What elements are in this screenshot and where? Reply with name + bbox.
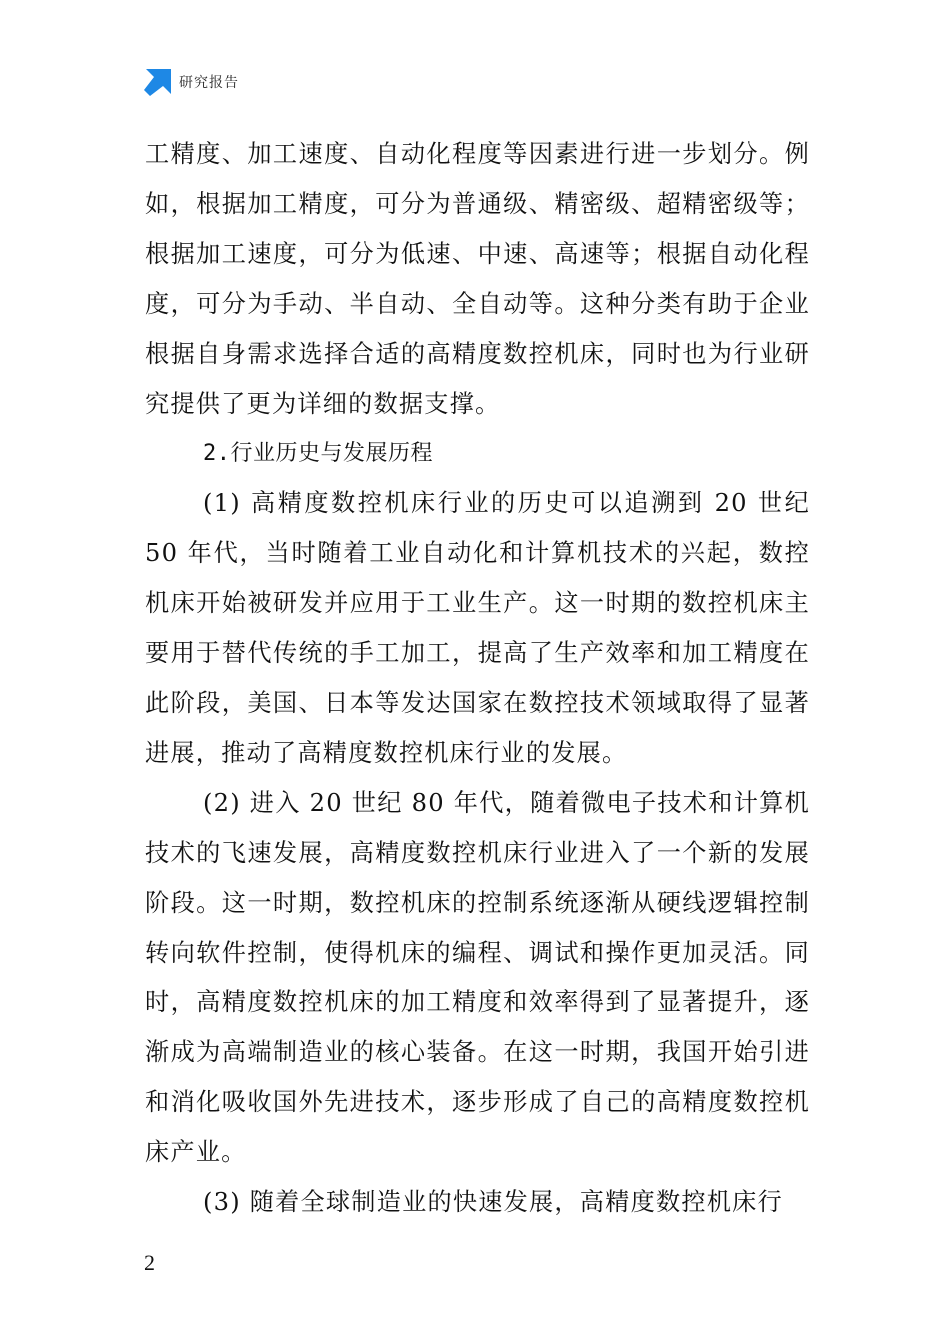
- paragraph-continuation: 工精度、加工速度、自动化程度等因素进行进一步划分。例如，根据加工精度，可分为普通级、精密级、超精密级等；根据加工速度，可分为低速、中速、高速等；根据自动化程度，可分为手动、半自动、全自动等。这种分类有助于企业根据自身需求选择合适的高精度数控机床，同时也为行业研究提供了更为详细的数据支撑。: [145, 140, 810, 418]
- paragraph-history-2: (2) 进入 20 世纪 80 年代，随着微电子技术和计算机技术的飞速发展，高精度数控机床行业进入了一个新的发展阶段。这一时期，数控机床的控制系统逐渐从硬线逻辑控制转向软件控制，使得机床的编程、调试和操作更加灵活。同时，高精度数控机床的加工精度和效率得到了显著提升，逐渐成为高端制造业的核心装备。在这一时期，我国开始引进和消化吸收国外先进技术，逐步形成了自己的高精度数控机床产业。: [145, 788, 810, 1167]
- document-body: [145, 130, 810, 1228]
- page-number: 2: [144, 1250, 155, 1275]
- paragraph-history-3: (3) 随着全球制造业的快速发展，高精度数控机床行: [203, 1188, 783, 1217]
- arrow-up-right-logo-icon: [144, 69, 171, 96]
- paragraph-history-1: (1) 高精度数控机床行业的历史可以追溯到 20 世纪 50 年代，当时随着工业自动化和计算机技术的兴起，数控机床开始被研发并应用于工业生产。这一时期的数控机床主要用于替代传统的手工加工，提高了生产效率和加工精度在此阶段，美国、日本等发达国家在数控技术领域取得了显著进展，推动了高精度数控机床行业的发展。: [145, 489, 810, 767]
- page-header: [144, 68, 239, 96]
- header-title: 研究报告: [179, 75, 239, 91]
- section-heading: 2.行业历史与发展历程: [203, 441, 433, 467]
